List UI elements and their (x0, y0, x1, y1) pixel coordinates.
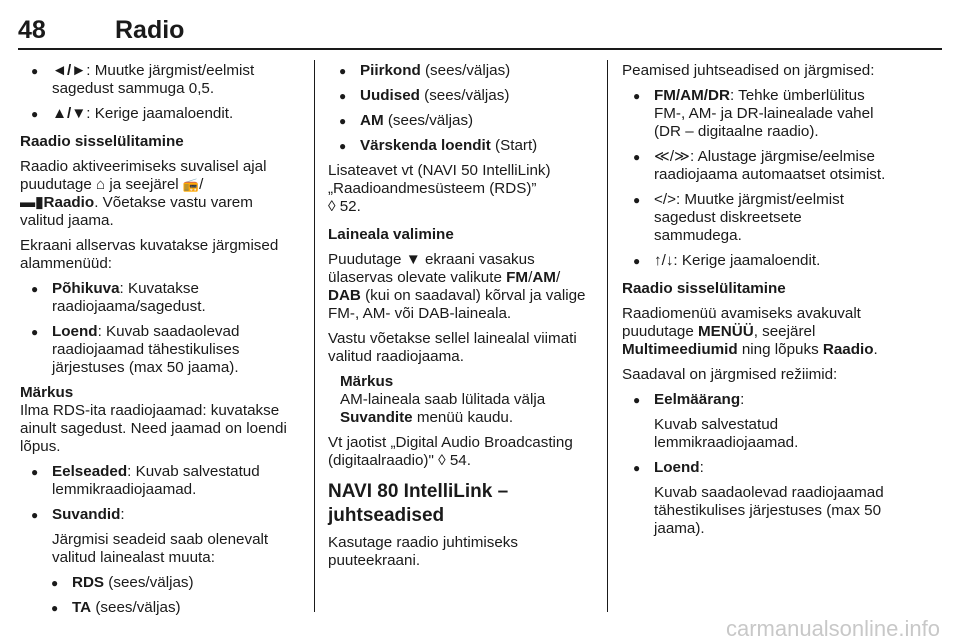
column-divider-1 (314, 60, 315, 612)
section-heading: Laineala valimine (328, 226, 454, 243)
radio-bar-icon: ▬▮ (20, 194, 44, 211)
list-item: ● TA (sees/väljas) (20, 599, 300, 617)
page-title: Radio (115, 16, 185, 44)
list-item: ● Loend: (622, 459, 892, 477)
list-item: ● Suvandid: (20, 506, 300, 524)
column-divider-2 (607, 60, 608, 612)
seek-arrows-icon: ≪/≫ (654, 148, 691, 165)
list-item: ● Värskenda loendit (Start) (328, 137, 596, 155)
list-item: ● AM (sees/väljas) (328, 112, 596, 130)
page-header (18, 10, 942, 52)
column-3 (622, 62, 892, 545)
page-ref-icon: ◊ (438, 452, 446, 469)
step-arrows-icon: </> (654, 191, 676, 208)
header-rule (18, 48, 942, 50)
page-ref-icon: ◊ (328, 198, 336, 215)
paragraph: Kuvab saadaolevad raadiojaamad tähestikulises järjestuses (max 50 jaama). (654, 484, 884, 537)
home-icon: ⌂ (96, 176, 106, 193)
page-number: 48 (18, 16, 46, 44)
up-down-arrow-icon: ▲/▼ (52, 105, 87, 122)
watermark: carmanualsonline.info (725, 616, 940, 641)
list-item: ● ≪/≫: Alustage järgmise/eelmise raadiojaama automaatset otsimist. (622, 148, 892, 184)
note-title: Märkus (340, 373, 394, 390)
note-block: Märkus AM-laineala saab lülitada välja Suvandite menüü kaudu. (340, 373, 546, 426)
paragraph: Raadio aktiveerimiseks suvalisel ajal puudutage ⌂ ja seejärel 📻/ ▬▮Raadio. Võetakse vastu varem valitud jaama. (20, 158, 267, 229)
scroll-arrows-icon: ↑/↓ (654, 252, 674, 269)
list-item: ● ◄/►: Muutke järgmist/eelmist sagedust sammuga 0,5. (20, 62, 300, 98)
list-item: ● Loend: Kuvab saadaolevad raadiojaamad tähestikulises järjestuses (max 50 jaama). (20, 323, 300, 377)
paragraph: Raadiomenüü avamiseks avakuvalt puudutage MENÜÜ, seejärel Multimeediumid ning lõpuks Raadio. (622, 305, 878, 358)
note-title: Märkus (20, 384, 74, 401)
column-2 (328, 62, 596, 577)
section-title: NAVI 80 IntelliLink – juhtseadised (328, 481, 509, 526)
note-block (20, 384, 300, 456)
paragraph: Vastu võetakse sellel lainealal viimati valitud raadiojaama. (328, 330, 577, 365)
list-item: ● Eelmäärang: (622, 391, 892, 409)
paragraph: Lisateavet vt (NAVI 50 IntelliLink) „Raadioandmesüsteem (RDS)” ◊ 52. (328, 162, 551, 215)
note-text: Ilma RDS-ita raadiojaamad: kuvatakse ainult sagedust. Need jaamad on loendi lõpus. (20, 402, 287, 455)
paragraph: Vt jaotist „Digital Audio Broadcasting (digitaalraadio)" ◊ 54. (328, 434, 573, 469)
paragraph: Ekraani allservas kuvatakse järgmised alammenüüd: (20, 237, 279, 272)
radio-icon: 📻 (182, 177, 200, 192)
section-heading: Raadio sisselülitamine (20, 133, 184, 150)
list-item: ● </>: Muutke järgmist/eelmist sagedust diskreetsete sammudega. (622, 191, 892, 245)
list-item: ● ▲/▼: Kerige jaamaloendit. (20, 105, 300, 123)
section-heading: Raadio sisselülitamine (622, 280, 786, 297)
list-item: ● ↑/↓: Kerige jaamaloendit. (622, 252, 892, 270)
prev-next-arrow-icon: ◄/► (52, 62, 87, 79)
paragraph: Puudutage ▼ ekraani vasakus ülaservas olevate valikute FM/AM/ DAB (kui on saadaval) kõrval ja valige FM-, AM- või DAB-laineala. (328, 251, 586, 322)
paragraph: Kasutage raadio juhtimiseks puuteekraani. (328, 534, 518, 569)
list-item: ● Põhikuva: Kuvatakse raadiojaama/sagedust. (20, 280, 300, 316)
list-item: ● FM/AM/DR: Tehke ümberlülitus FM-, AM- ja DR-lainealade vahel (DR – digitaalne raadio). (622, 87, 892, 141)
list-item: ● Uudised (sees/väljas) (328, 87, 596, 105)
column-1 (20, 62, 300, 624)
paragraph: Peamised juhtseadised on järgmised: (622, 62, 875, 79)
paragraph: Kuvab salvestatud lemmikraadiojaamad. (654, 416, 799, 451)
paragraph: Saadaval on järgmised režiimid: (622, 366, 838, 383)
list-item: ● Eelseaded: Kuvab salvestatud lemmikraadiojaamad. (20, 463, 300, 499)
paragraph: Järgmisi seadeid saab olenevalt valitud lainealast muuta: (52, 531, 269, 566)
list-item: ● Piirkond (sees/väljas) (328, 62, 596, 80)
list-item: ● RDS (sees/väljas) (20, 574, 300, 592)
